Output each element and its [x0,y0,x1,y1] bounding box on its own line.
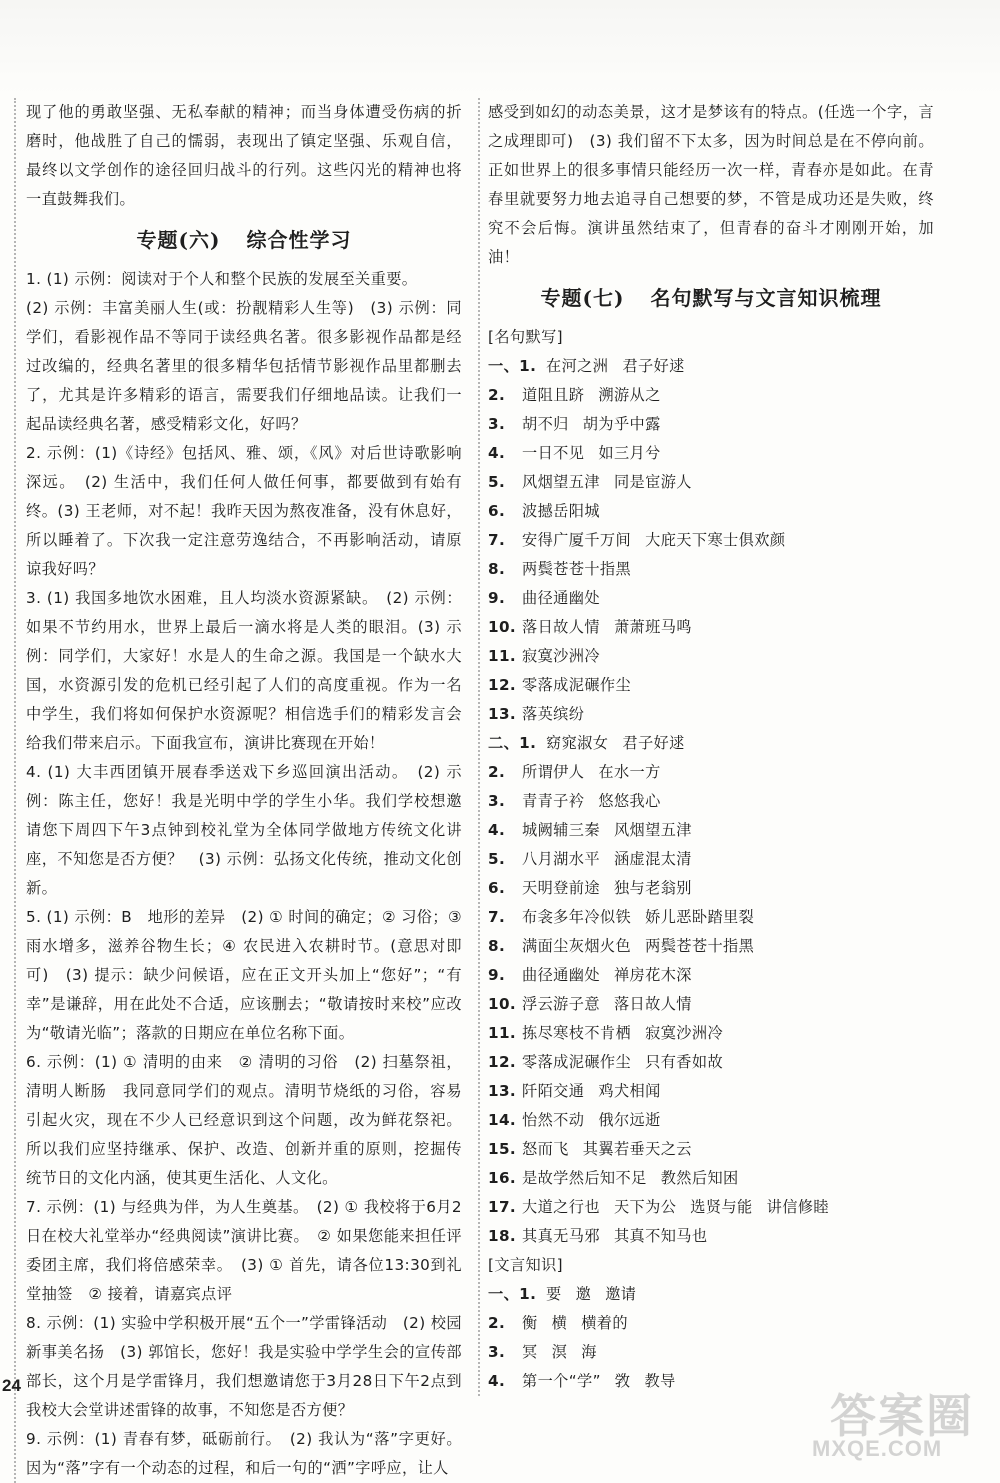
answer-line [488,1077,934,1106]
answer-line-text: 零落成泥碾作尘 [522,1053,632,1071]
answer-line-number: 5. [488,850,506,868]
answer-line [488,1309,934,1338]
answer-line [488,613,934,642]
recitation-list-part2 [488,729,934,1251]
answer-line-number: 8. [488,560,506,578]
answer-line-number: 5. [488,473,506,491]
answer-line-text: 其翼若垂天之云 [582,1140,692,1158]
answer-line-text: 曲径通幽处 [522,966,600,984]
answer-item: (2) 示例：丰富美丽人生(或：扮靓精彩人生等) (3) 示例：同学们，看影视作品不等同于读经典名著。很多影视作品都是经过改编的，经典名著里的很多精华包括情节影视作品里都删去了，尤其是许多精彩的语言，需要我们仔细地品读。让我们一起品读经典名著，感受精彩文化，好吗？ [26,299,462,433]
page-number: 24 [2,1376,21,1395]
answer-line [488,1222,934,1251]
answer-line-number: 7. [488,531,506,549]
answer-line-text: 横着的 [581,1314,628,1332]
answer-line-number: 12. [488,1053,517,1071]
answer-line-text: 风烟望五津 [613,821,692,839]
answer-line-number: 9. [488,589,506,607]
answer-line-text: 娇儿恶卧踏里裂 [645,908,755,926]
answer-line-number: 16. [488,1169,517,1187]
answer-line-text: 所谓伊人 [522,763,585,781]
answer-line-text: 八月湖水平 [522,850,600,868]
answer-line-text: 寂寞沙洲冷 [645,1024,724,1042]
answer-line-text: 风烟望五津 [522,473,600,491]
answer-item: 6. 示例：(1) ① 清明的由来 ② 清明的习俗 (2) 扫墓祭祖，清明人断肠 我同意同学们的观点。清明节烧纸的习俗，容易引起火灾，现在不少人已经意识到这个问题，改为鲜花祭祀。所以我们应坚持继承、保护、改造、创新并重的原则，挖掘传统节日的文化内涵，使其更生活化、人文化。 [26,1053,462,1187]
answer-line-text: 悠悠我心 [598,792,661,810]
answer-line-text: 胡不归 [522,415,569,433]
answer-line-number: 2. [488,763,506,781]
answer-line-text: 零落成泥碾作尘 [522,676,632,694]
answer-item: 5. (1) 示例：B 地形的差异 (2) ① 时间的确定；② 习俗；③ 雨水增多，滋养谷物生长；④ 农民进入农耕时节。(意思对即可) (3) 提示：缺少问候语，应在正文开头加上“您好”；“有幸”是谦辞，用在此处不合适，应该删去；“敬请按时来校”应改为“敬请光临”；落款的日期应在单位名称下面。 [26,908,462,1042]
answer-line [488,468,934,497]
answer-line-text: 落英缤纷 [522,705,585,723]
answer-line-text: 满面尘灰烟火色 [522,937,632,955]
answer-line-text: 安得广厦千万间 [522,531,632,549]
answer-line-text: 独与老翁别 [613,879,692,897]
answer-line-text: 在水一方 [598,763,661,781]
answer-line [488,961,934,990]
answer-line-number: 17. [488,1198,517,1216]
answer-line-number: 3. [488,1343,506,1361]
answer-line-text: 如三月兮 [598,444,661,462]
answer-line-number: 4. [488,1372,506,1390]
answer-line-text: 拣尽寒枝不肯栖 [522,1024,632,1042]
answer-line-text: 胡为乎中露 [582,415,661,433]
subhead-classical-knowledge: [文言知识] [488,1256,564,1274]
answer-line-text: 衡 [522,1314,538,1332]
answer-line [488,787,934,816]
answer-line [488,1193,934,1222]
answer-line-text: 其真无马邪 [522,1227,600,1245]
answer-line-text: 阡陌交通 [522,1082,585,1100]
answer-line-number: 3. [488,415,506,433]
answer-item: 4. (1) 大丰西团镇开展春季送戏下乡巡回演出活动。 (2) 示例：陈主任，您好！我是光明中学的学生小华。我们学校想邀请您下周四下午3点钟到校礼堂为全体同学做地方传统文化讲座，不知您是否方便？ (3) 示例：弘扬文化传统，推动文化创新。 [26,763,462,897]
answer-line-text: 只有香如故 [645,1053,724,1071]
answer-line-number: 3. [488,792,506,810]
answer-line-number: 11. [488,647,517,665]
answer-line-text: 讲信修睦 [766,1198,830,1216]
answer-line-number: 4. [488,444,506,462]
answer-line-text: 落日故人情 [522,618,600,636]
answer-line-number: 13. [488,705,517,723]
answer-line-number: 6. [488,879,506,897]
answer-line-text: 天下为公 [613,1198,677,1216]
right-column [478,98,934,1396]
answer-line-number: 二、1. [488,734,537,752]
answer-line-text: 邀请 [605,1285,637,1303]
answer-item: 9. 示例：(1) 青春有梦，砥砺前行。 (2) 我认为“落”字更好。因为“落”字有一个动态的过程，和后一句的“洒”字呼应，让人 [26,1430,462,1477]
answer-line-number: 14. [488,1111,517,1129]
answer-line-text: 横 [551,1314,568,1332]
answer-line-text: 大庇天下寒士俱欢颜 [645,531,786,549]
answer-line-number: 4. [488,821,506,839]
answer-line-number: 7. [488,908,506,926]
section-heading-7-number: 专题(七) [540,286,625,310]
answer-line-text: 涵虚混太清 [613,850,692,868]
answer-line [488,352,934,381]
watermark-url: MXQE.COM [812,1436,943,1461]
answer-line-text: 大道之行也 [522,1198,600,1216]
answer-line [488,1048,934,1077]
answer-line [488,410,934,439]
answer-line-number: 18. [488,1227,517,1245]
answer-line-text: 其真不知马也 [613,1227,708,1245]
answer-item: 1. (1) 示例：阅读对于个人和整个民族的发展至关重要。 [26,270,418,288]
section-heading-6 [26,220,462,260]
answer-line-text: 教导 [644,1372,676,1390]
answer-line [488,584,934,613]
section-heading-6-title: 综合性学习 [246,228,352,252]
answer-line [488,642,934,671]
answer-line-text: 同是宦游人 [613,473,692,491]
left-column [14,98,462,1483]
answer-line-number: 一、1. [488,357,537,375]
answer-line-number: 11. [488,1024,517,1042]
answer-line-text: 俄尔远逝 [598,1111,661,1129]
answer-line [488,1338,934,1367]
answer-line [488,990,934,1019]
section-heading-7-title: 名句默写与文言知识梳理 [650,286,882,310]
answer-line-text: 君子好逑 [622,357,685,375]
answer-line-text: 萧萧班马鸣 [613,618,692,636]
answer-line-text: 落日故人情 [613,995,692,1013]
answer-line-text: 青青子衿 [522,792,585,810]
answer-line-text: 一日不见 [522,444,585,462]
left-answer-list [26,265,462,1483]
page-top-shade [0,0,1000,95]
answer-line [488,1106,934,1135]
answer-line-text: 鸡犬相闻 [598,1082,661,1100]
answer-line-text: 寂寞沙洲冷 [522,647,600,665]
recitation-list-part1 [488,352,934,729]
watermark-logo [790,1380,990,1460]
answer-line-text: 怡然不动 [522,1111,585,1129]
section-heading-6-number: 专题(六) [136,228,221,252]
answer-line-text: 敩 [614,1372,631,1390]
answer-line-number: 9. [488,966,506,984]
answer-line-text: 选贤与能 [690,1198,753,1216]
answer-line-number: 2. [488,1314,506,1332]
classical-knowledge-list [488,1280,934,1396]
answer-line [488,816,934,845]
answer-line-text: 第一个“学” [522,1372,601,1390]
answer-line-text: 君子好逑 [622,734,685,752]
answer-line-number: 13. [488,1082,517,1100]
section-heading-7 [488,278,934,318]
answer-line-text: 海 [581,1343,597,1361]
subhead-recitation: [名句默写] [488,328,564,346]
answer-line-text: 冥 [522,1343,538,1361]
answer-line-number: 12. [488,676,517,694]
answer-item: 7. 示例：(1) 与经典为伴，为人生奠基。 (2) ① 我校将于6月2日在校大礼堂举办“经典阅读”演讲比赛。 ② 如果您能来担任评委团主席，我们将倍感荣幸。 (3) ① 首先，请各位13:30到礼堂抽签 ② 接着，请嘉宾点评 [26,1198,462,1303]
answer-line [488,671,934,700]
answer-line-text: 邀 [575,1285,592,1303]
answer-line [488,903,934,932]
answer-line [488,1280,934,1309]
answer-line-text: 曲径通幽处 [522,589,600,607]
answer-line [488,1135,934,1164]
answer-item: 8. 示例：(1) 实验中学积极开展“五个一”学雷锋活动 (2) 校园新事美名扬 (3) 郭馆长，您好！我是实验中学学生会的宣传部部长，这个月是学雷锋月，我们想邀请您于3月28日下午2点到我校大会堂讲述雷锋的故事，不知您是否方便？ [26,1314,462,1419]
answer-line-text: 禅房花木深 [613,966,692,984]
answer-line-text: 窈窕淑女 [546,734,609,752]
answer-line-number: 8. [488,937,506,955]
answer-line [488,381,934,410]
answer-line-text: 要 [546,1285,562,1303]
answer-item: 3. (1) 我国多地饮水困难，且人均淡水资源紧缺。 (2) 示例：如果不节约用水，世界上最后一滴水将是人类的眼泪。(3) 示例：同学们，大家好！水是人的生命之源。我国是一个缺水大国，水资源引发的危机已经引起了人们的高度重视。作为一名中学生，我们将如何保护水资源呢？相信选手们的精彩发言会给我们带来启示。下面我宣布，演讲比赛现在开始！ [26,589,462,752]
answer-line-text: 溯游从之 [598,386,661,404]
continued-paragraph: 感受到如幻的动态美景，这才是梦该有的特点。(任选一个字，言之成理即可) (3) 我们留不下太多，因为时间总是在不停向前。正如世界上的很多事情只能经历一次一样，青春亦是如此。在青春里就要努力地去追寻自己想要的梦，不管是成功还是失败，终究不会后悔。演讲虽然结束了，但青春的奋斗才刚刚开始，加油！ [488,103,934,266]
answer-line-number: 6. [488,502,506,520]
answer-line-number: 15. [488,1140,517,1158]
answer-line [488,555,934,584]
answer-line-number: 10. [488,995,517,1013]
answer-line [488,932,934,961]
answer-line [488,729,934,758]
answer-line-text: 怒而飞 [522,1140,569,1158]
answer-line-text: 浮云游子意 [522,995,600,1013]
answer-line [488,1019,934,1048]
answer-line [488,526,934,555]
answer-line-text: 教然后知困 [660,1169,739,1187]
answer-line-number: 2. [488,386,506,404]
answer-line [488,497,934,526]
watermark-text: 答案圈 [830,1389,974,1443]
answer-line [488,439,934,468]
answer-line [488,758,934,787]
intro-paragraph: 现了他的勇敢坚强、无私奉献的精神；而当身体遭受伤病的折磨时，他战胜了自己的懦弱，表现出了镇定坚强、乐观自信，最终以文学创作的途径回归战斗的行列。这些闪光的精神也将一直鼓舞我们。 [26,103,462,208]
answer-line-number: 一、1. [488,1285,537,1303]
answer-line-text: 城阙辅三秦 [522,821,600,839]
answer-line-text: 溟 [551,1343,568,1361]
answer-line-text: 波撼岳阳城 [522,502,600,520]
answer-line-text: 布衾多年冷似铁 [522,908,632,926]
answer-line-number: 10. [488,618,517,636]
answer-line-text: 两鬓苍苍十指黑 [522,560,632,578]
answer-line-text: 天明登前途 [522,879,600,897]
answer-line-text: 是故学然后知不足 [522,1169,647,1187]
answer-line [488,874,934,903]
answer-line [488,845,934,874]
answer-line-text: 在河之洲 [546,357,609,375]
answer-line-text: 两鬓苍苍十指黑 [645,937,755,955]
answer-item: 2. 示例：(1)《诗经》包括风、雅、颂，《风》对后世诗歌影响深远。 (2) 生活中，我们任何人做任何事，都要做到有始有终。(3) 王老师，对不起！我昨天因为熬夜准备，没有休息好，所以睡着了。下次我一定注意劳逸结合，不再影响活动，请原谅我好吗？ [26,444,462,578]
answer-line [488,700,934,729]
answer-line [488,1164,934,1193]
answer-line-text: 道阻且跻 [522,386,585,404]
